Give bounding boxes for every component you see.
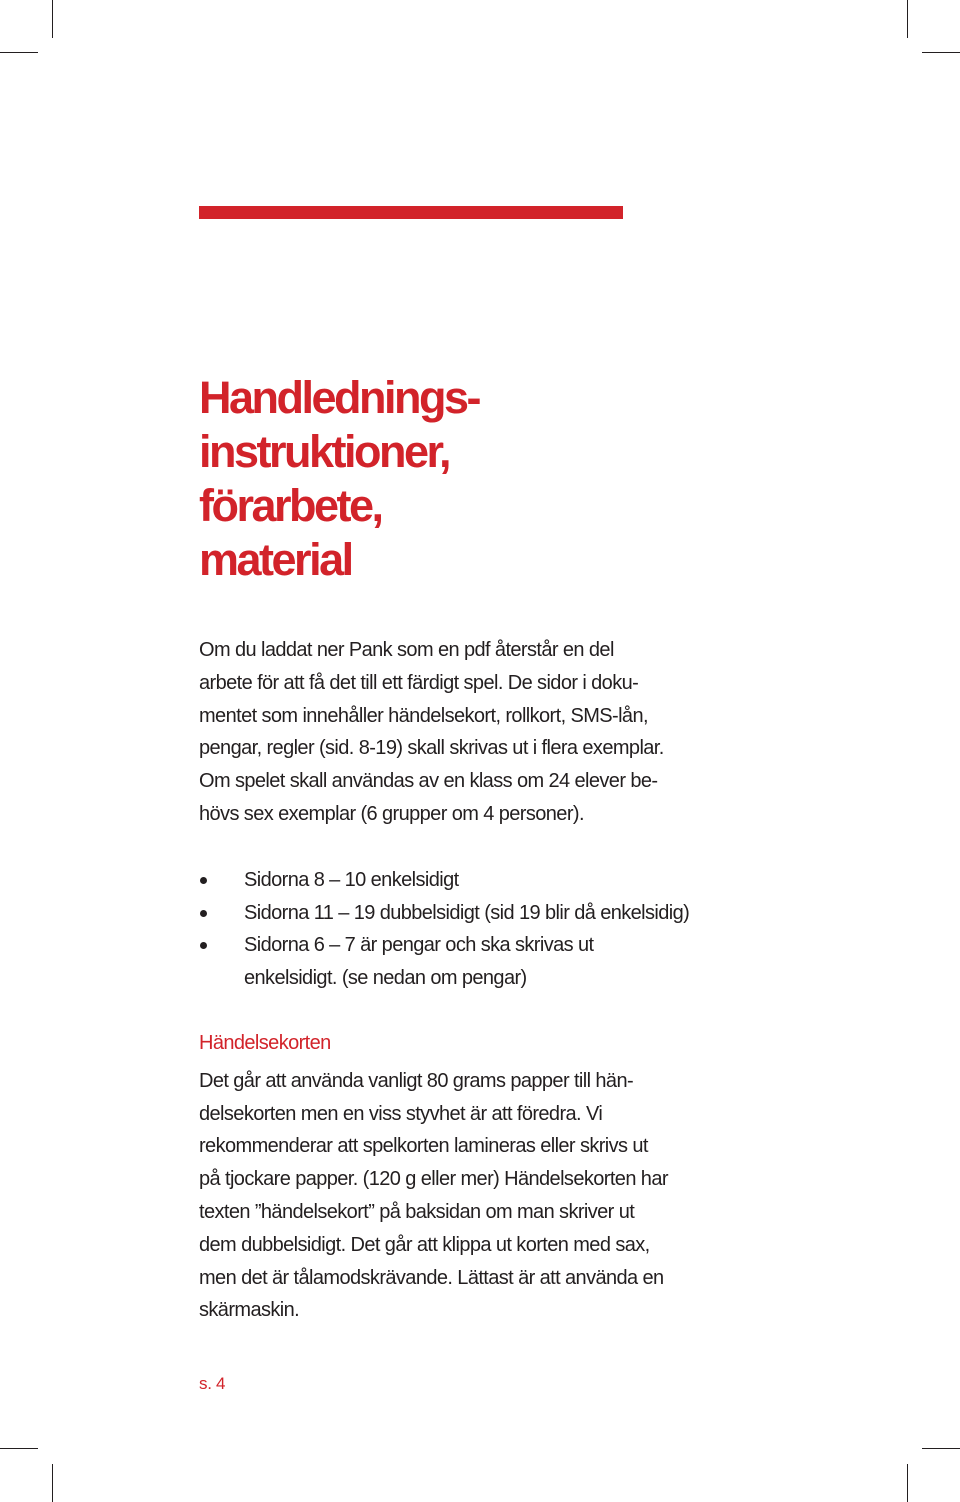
text-line: delsekorten men en viss styvhet är att föredra. Vi xyxy=(199,1102,603,1125)
text-line: dem dubbelsidigt. Det går att klippa ut korten med sax, xyxy=(199,1233,650,1256)
text-line: mentet som innehåller händelsekort, rollkort, SMS-lån, xyxy=(199,704,648,727)
crop-mark-top-left xyxy=(52,0,53,38)
text-line: skärmaskin. xyxy=(199,1299,300,1322)
title-line: förarbete, xyxy=(199,480,382,531)
crop-mark-bottom-right-h xyxy=(922,1448,960,1449)
bullet-icon xyxy=(200,942,207,949)
text-line: Sidorna 6 – 7 är pengar och ska skrivas ut xyxy=(244,934,594,957)
text-line: Om du laddat ner Pank som en pdf återstår en del xyxy=(199,639,614,661)
page-title xyxy=(199,371,479,587)
text-line: rekommenderar att spelkorten lamineras eller skrivs ut xyxy=(199,1135,648,1158)
text-line: men det är tålamodskrävande. Lättast är att använda en xyxy=(199,1266,664,1289)
page-number: s. 4 xyxy=(199,1374,226,1393)
list-item xyxy=(199,929,779,995)
list-item xyxy=(199,864,779,897)
text-line: pengar, regler (sid. 8-19) skall skrivas ut i flera exemplar. xyxy=(199,737,664,760)
text-line: enkelsidigt. (se nedan om pengar) xyxy=(244,967,527,990)
crop-mark-top-left-h xyxy=(0,52,38,53)
page-list xyxy=(199,864,779,995)
title-line: Handlednings- xyxy=(199,372,479,423)
crop-mark-bottom-left-h xyxy=(0,1448,38,1449)
text-line: Om spelet skall användas av en klass om 24 elever be- xyxy=(199,770,658,793)
bullet-icon xyxy=(200,910,207,917)
text-line: Det går att använda vanligt 80 grams papper till hän- xyxy=(199,1069,634,1092)
header-accent-bar xyxy=(199,206,623,219)
crop-mark-top-right-h xyxy=(922,52,960,53)
crop-mark-bottom-left xyxy=(52,1464,53,1502)
crop-mark-bottom-right xyxy=(907,1464,908,1502)
text-line: texten ”händelsekort” på baksidan om man skriver ut xyxy=(199,1200,635,1223)
intro-paragraph xyxy=(199,634,779,831)
text-line: på tjockare papper. (120 g eller mer) Händelsekorten har xyxy=(199,1168,668,1191)
list-item xyxy=(199,897,779,930)
bullet-icon xyxy=(200,877,207,884)
text-line: Sidorna 11 – 19 dubbelsidigt (sid 19 blir då enkelsidig) xyxy=(244,901,690,924)
text-line: arbete för att få det till ett färdigt spel. De sidor i doku- xyxy=(199,671,639,694)
body-content xyxy=(199,634,779,1327)
text-line: Sidorna 8 – 10 enkelsidigt xyxy=(244,868,459,891)
section-heading: Händelsekorten xyxy=(199,1031,331,1054)
text-line: hövs sex exemplar (6 grupper om 4 personer). xyxy=(199,802,584,825)
title-line: material xyxy=(199,534,352,585)
title-line: instruktioner, xyxy=(199,426,450,477)
crop-mark-top-right xyxy=(907,0,908,38)
section-paragraph xyxy=(199,1065,779,1327)
